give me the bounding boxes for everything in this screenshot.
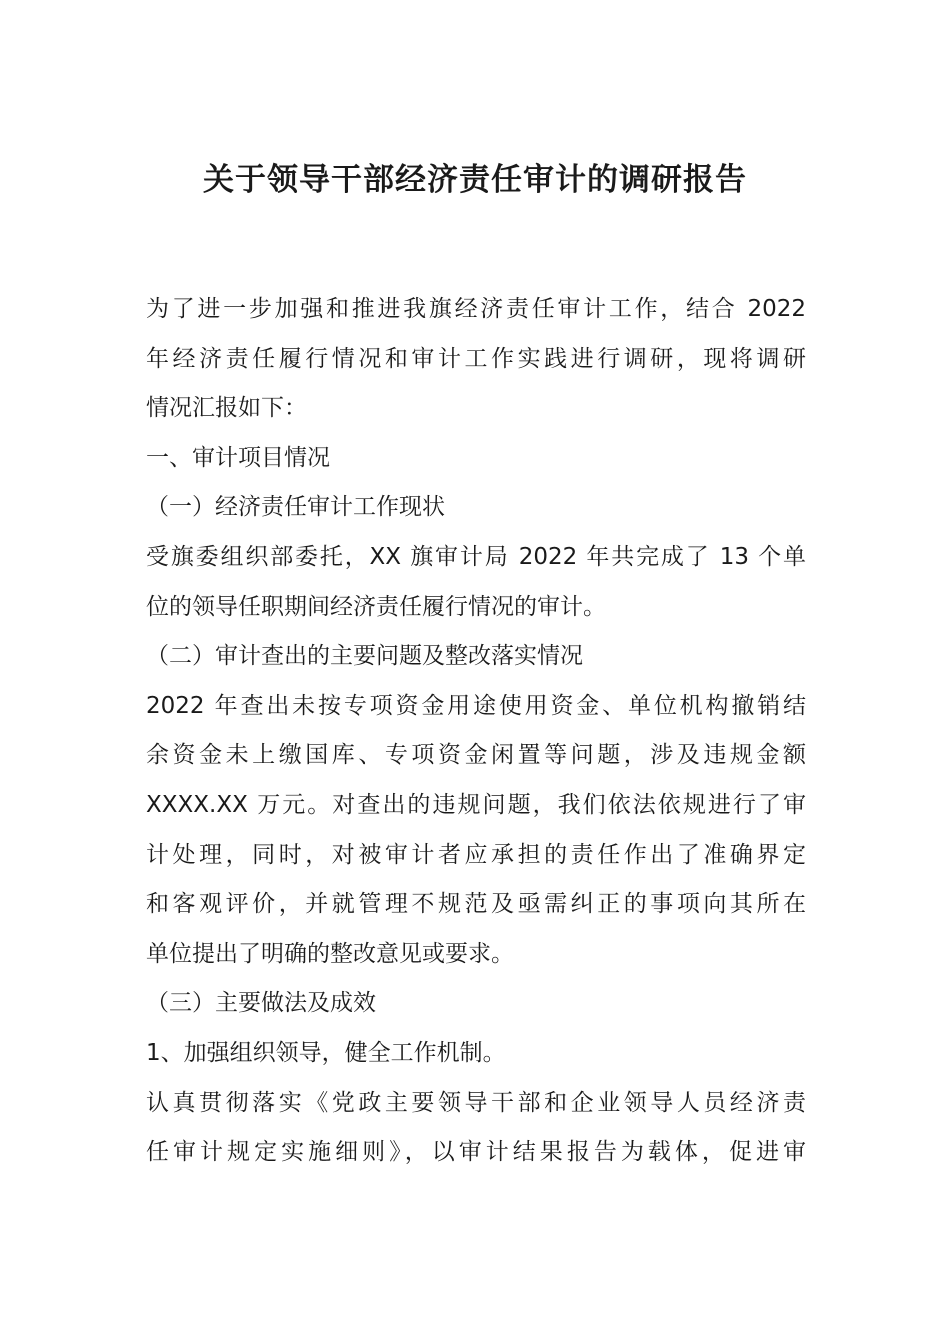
section-heading-1: 一、审计项目情况 [146,444,330,471]
body-line-11: XXXX.XX 万元。对查出的违规问题，我们依法依规进行了审 [146,791,806,818]
subsection-heading-2: （二）审计查出的主要问题及整改落实情况 [146,643,583,670]
body-line-1: 为了进一步加强和推进我旗经济责任审计工作，结合 2022 [146,296,806,322]
body-line-3: 情况汇报如下： [146,395,307,422]
body-line-6: 受旗委组织部委托，XX 旗审计局 2022 年共完成了 13 个单 [146,543,806,570]
body-line-17: 认真贯彻落实《党政主要领导干部和企业领导人员经济责 [146,1089,806,1116]
body-line-9: 2022 年查出未按专项资金用途使用资金、单位机构撤销结 [146,692,806,719]
document-body [146,285,806,1178]
body-line-7: 位的领导任职期间经济责任履行情况的审计。 [146,593,606,620]
body-line-18: 任审计规定实施细则》，以审计结果报告为载体，促进审 [146,1139,806,1166]
body-line-13: 和客观评价，并就管理不规范及亟需纠正的事项向其所在 [146,891,806,918]
subsection-heading-3: （三）主要做法及成效 [146,990,376,1017]
body-line-2: 年经济责任履行情况和审计工作实践进行调研，现将调研 [146,345,806,372]
subsection-heading-1: （一）经济责任审计工作现状 [146,494,445,521]
body-line-14: 单位提出了明确的整改意见或要求。 [146,940,514,967]
item-heading-1: 1、加强组织领导，健全工作机制。 [146,1039,506,1066]
body-line-10: 余资金未上缴国库、专项资金闲置等问题，涉及违规金额 [146,742,806,769]
document-title: 关于领导干部经济责任审计的调研报告 [203,162,747,198]
body-line-12: 计处理，同时，对被审计者应承担的责任作出了准确界定 [146,841,806,868]
